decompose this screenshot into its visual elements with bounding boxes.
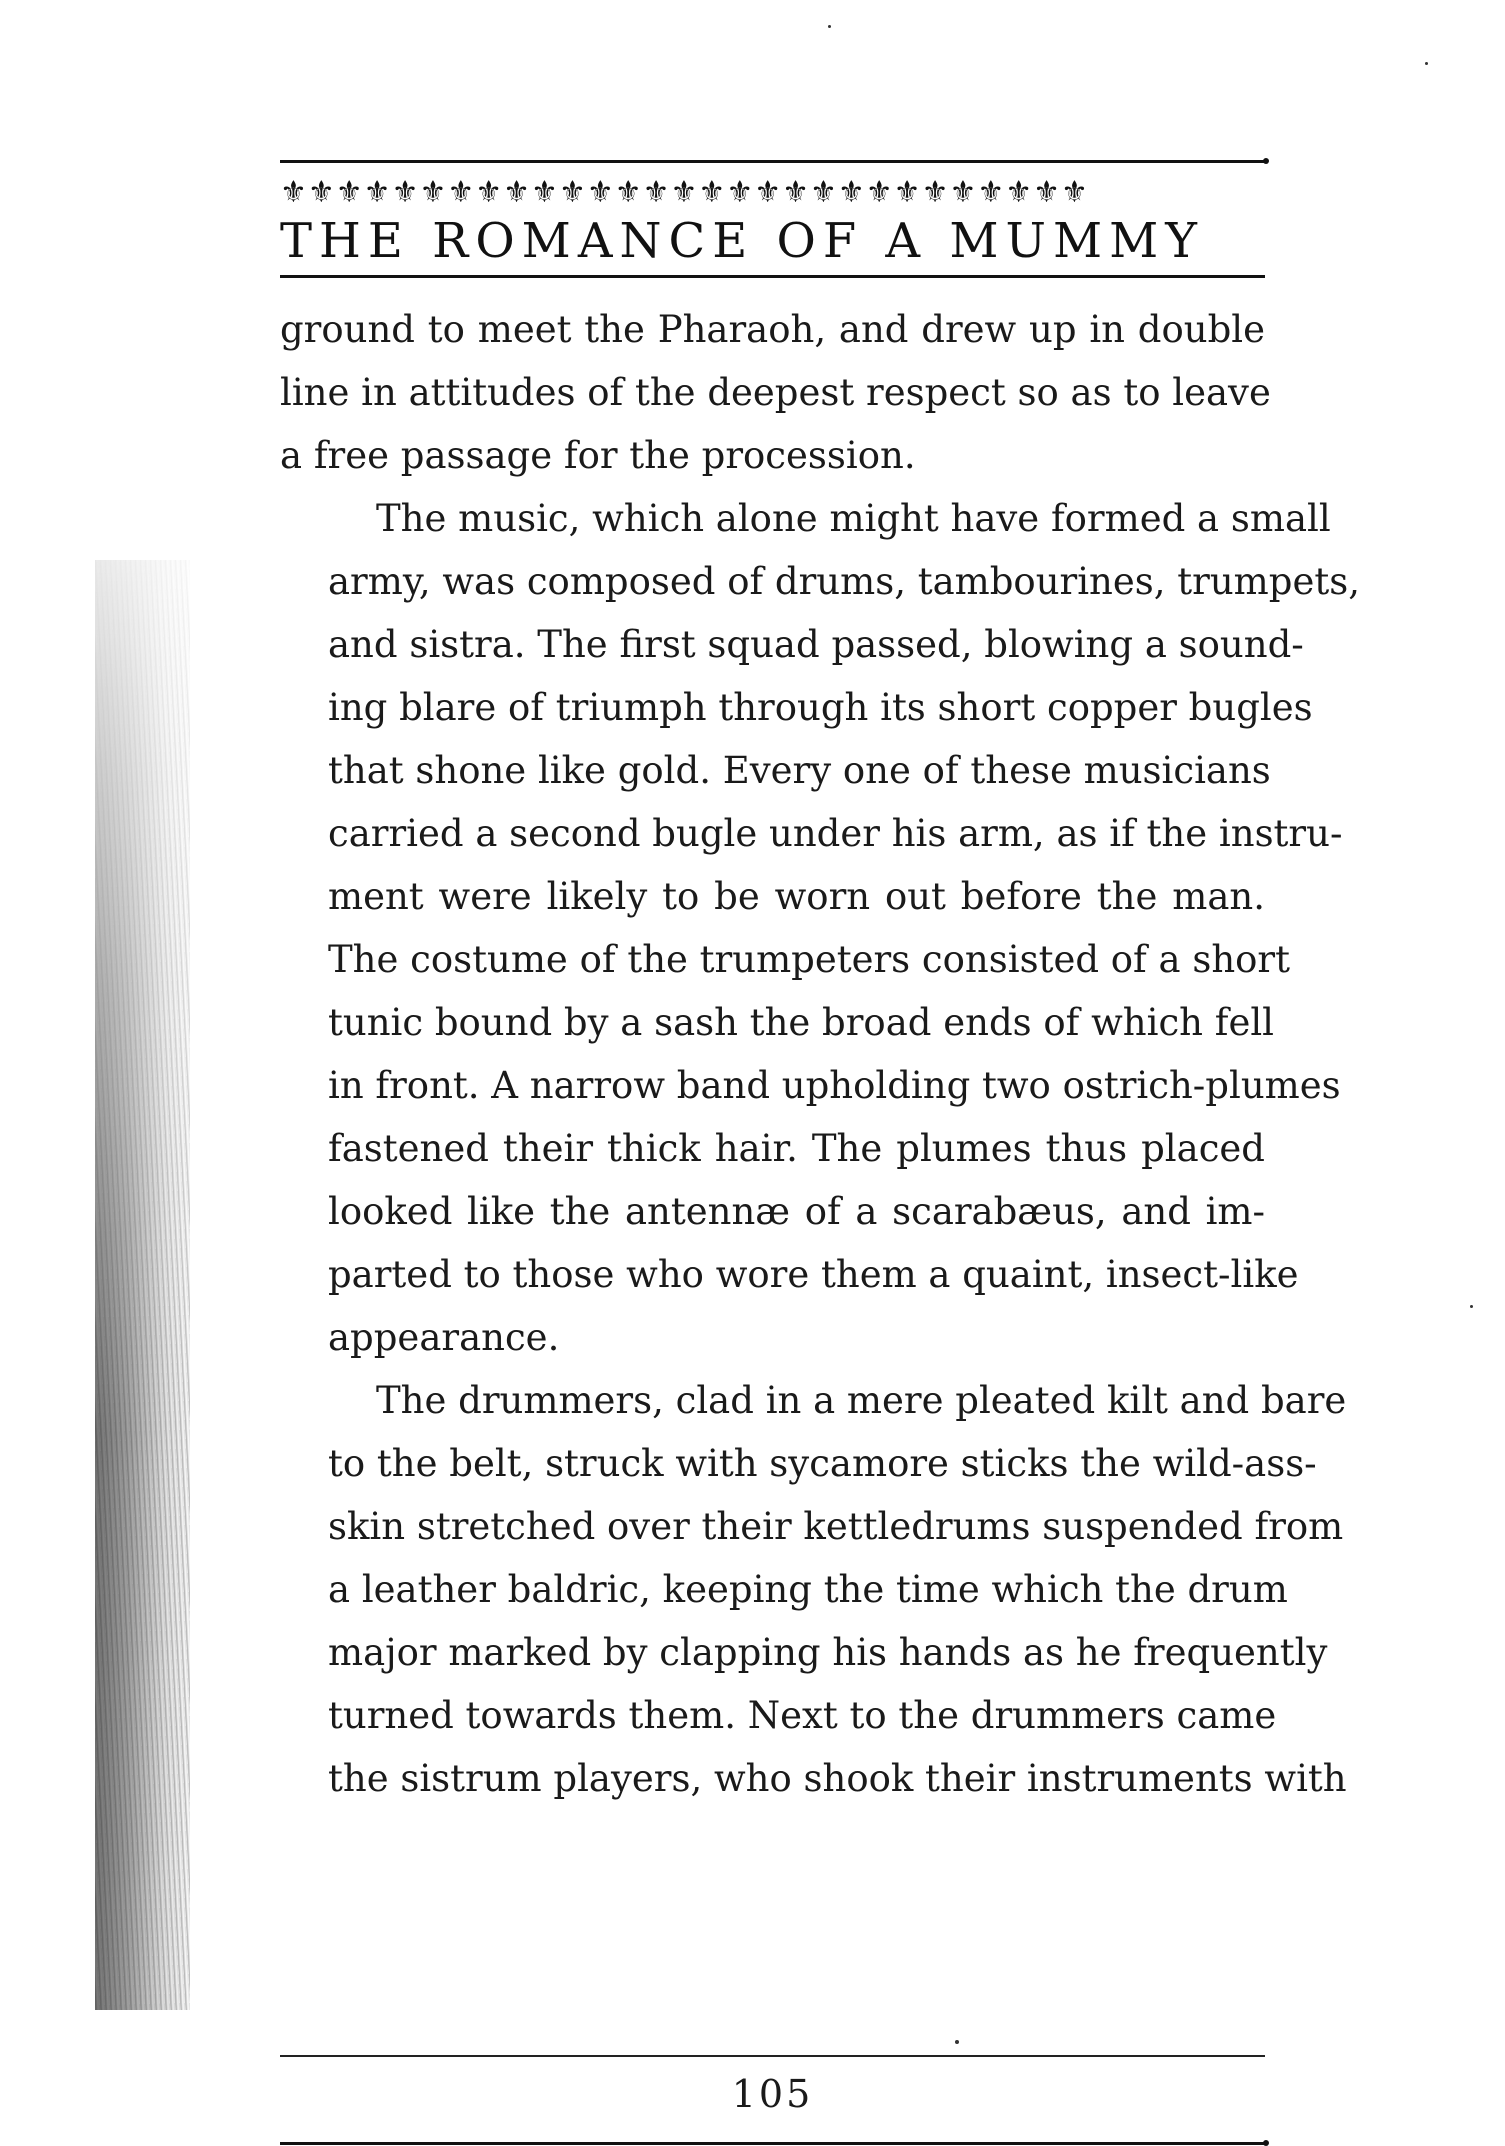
book-page [280, 160, 1360, 2116]
text-line: ground to meet the Pharaoh, and drew up in double [280, 308, 1265, 351]
scan-gutter-shadow [95, 560, 190, 2010]
header-bottom-rule [280, 275, 1265, 278]
text-line: looked like the antennæ of a scarabæus, and im- [328, 1190, 1265, 1233]
text-line: army, was composed of drums, tambourines, trumpets, [328, 560, 1360, 603]
text-line: the sistrum players, who shook their instruments with [328, 1757, 1347, 1800]
text-line: to the belt, struck with sycamore sticks the wild-ass- [328, 1442, 1317, 1485]
running-title: THE ROMANCE OF A MUMMY [280, 213, 1204, 269]
text-line: major marked by clapping his hands as he frequently [328, 1631, 1328, 1674]
scan-speck [1425, 62, 1428, 65]
scan-speck [955, 2040, 959, 2044]
footer-top-rule [280, 2055, 1265, 2057]
text-line: The costume of the trumpeters consisted of a short [328, 938, 1290, 981]
text-line: parted to those who wore them a quaint, insect-like [328, 1253, 1299, 1296]
text-line: carried a second bugle under his arm, as if the instru- [328, 812, 1343, 855]
text-line: line in attitudes of the deepest respect so as to leave [280, 371, 1271, 414]
paragraph-1 [280, 298, 1271, 487]
text-line: that shone like gold. Every one of these musicians [328, 749, 1271, 792]
text-line: a leather baldric, keeping the time which the drum [328, 1568, 1288, 1611]
paragraph-3 [280, 1369, 1347, 1810]
text-line: in front. A narrow band upholding two ostrich-plumes [328, 1064, 1341, 1107]
text-line: turned towards them. Next to the drummers came [328, 1694, 1277, 1737]
text-line: a free passage for the procession. [280, 434, 916, 477]
text-line: tunic bound by a sash the broad ends of which fell [328, 1001, 1275, 1044]
scan-speck [828, 25, 831, 28]
text-line: The drummers, clad in a mere pleated kilt and bare [376, 1379, 1347, 1422]
paragraph-2 [280, 487, 1360, 1369]
page-number: 105 [731, 2072, 814, 2116]
footer-bottom-rule [280, 2142, 1265, 2145]
scan-speck [1470, 1305, 1473, 1308]
text-line: The music, which alone might have formed a small [376, 497, 1331, 540]
fleuron-ornament-band: ⚜⚜⚜⚜⚜⚜⚜⚜⚜⚜⚜⚜⚜⚜⚜⚜⚜⚜⚜⚜⚜⚜⚜⚜⚜⚜⚜⚜⚜ [280, 175, 1089, 210]
text-line: and sistra. The first squad passed, blowing a sound- [328, 623, 1304, 666]
text-line: ing blare of triumph through its short copper bugles [328, 686, 1313, 729]
text-line: fastened their thick hair. The plumes thus placed [328, 1127, 1265, 1170]
text-line: appearance. [328, 1316, 560, 1359]
header-top-rule [280, 160, 1265, 163]
body-text [280, 298, 1360, 1810]
text-line: ment were likely to be worn out before the man. [328, 875, 1265, 918]
text-line: skin stretched over their kettledrums suspended from [328, 1505, 1344, 1548]
